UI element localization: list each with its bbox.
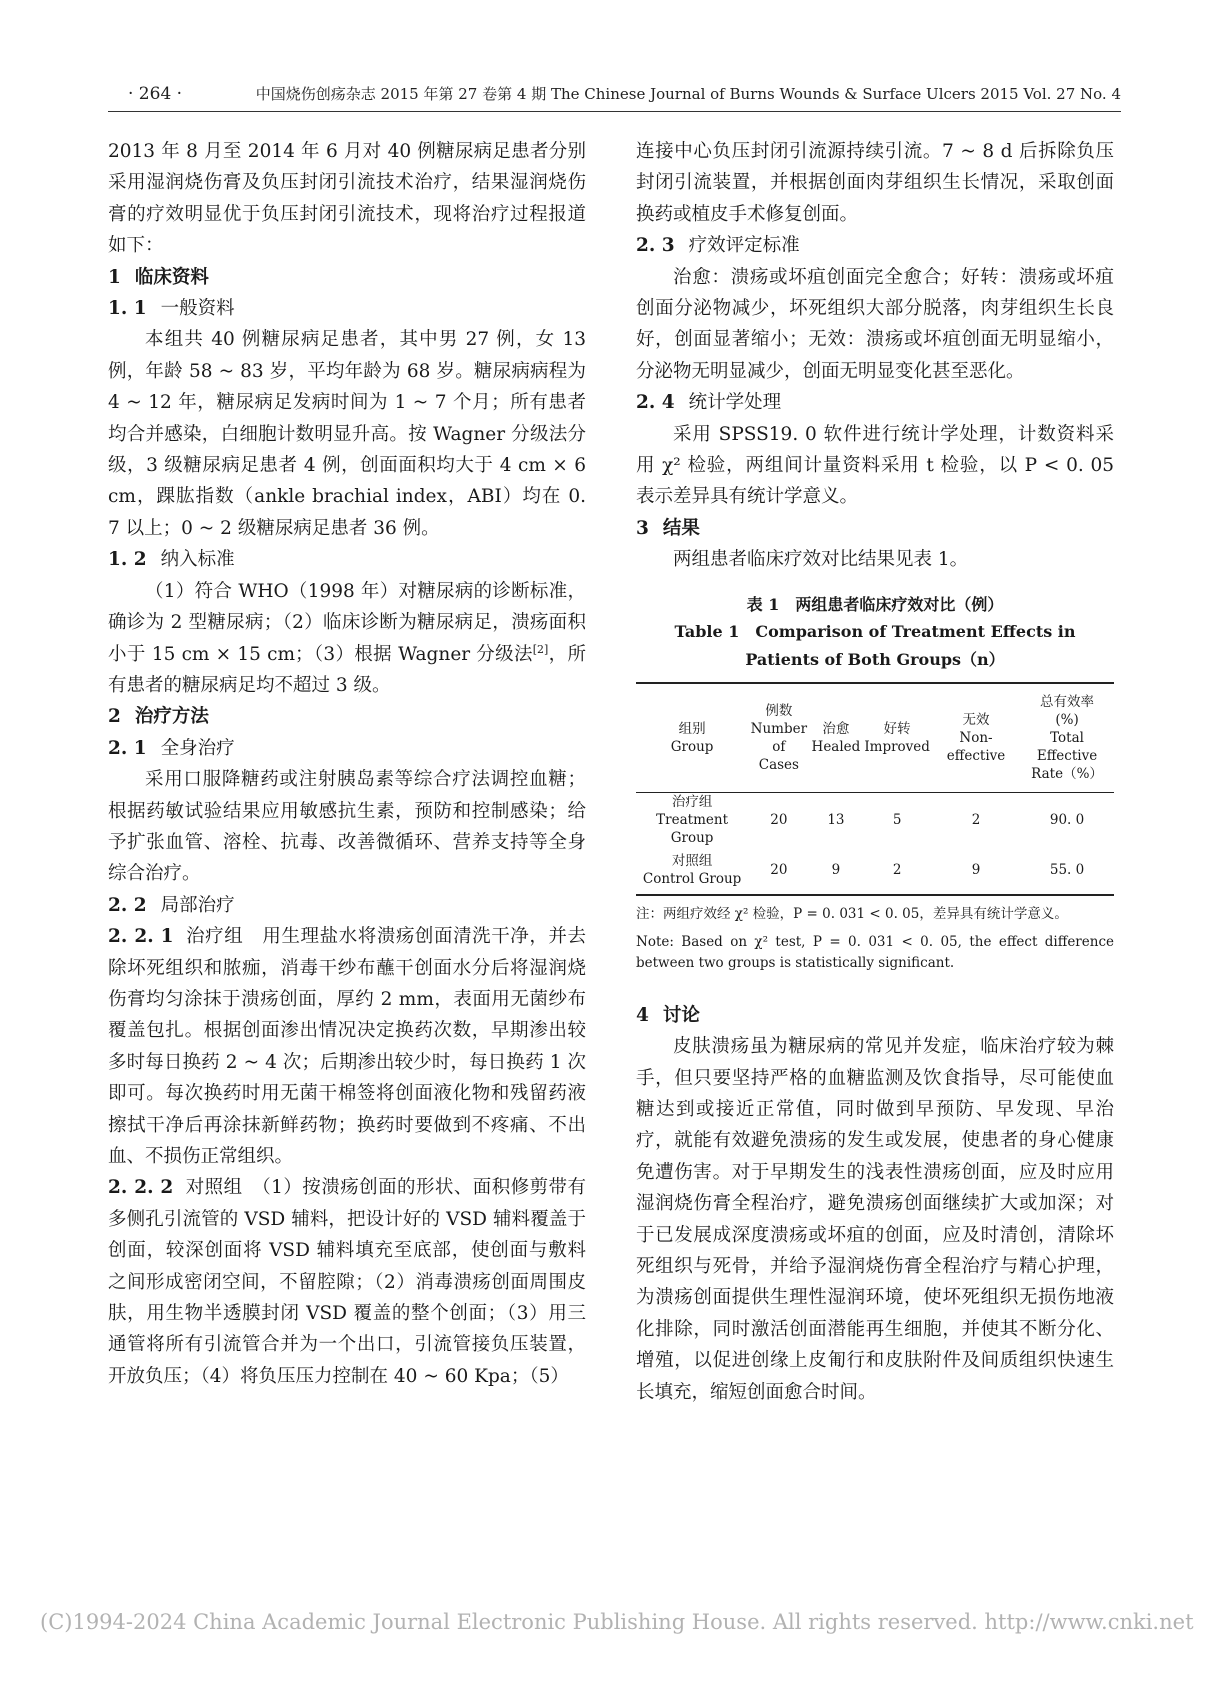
control-group-text: 对照组 （1）按溃疡创面的形状、面积修剪带有多侧孔引流管的 VSD 辅料，把设计好的 VSD 辅料覆盖于创面，较深创面将 VSD 辅料填充至底部，使创面与敷料之间形成密闭空间，不留腔隙；（2）消毒溃疡创面周围皮肤，用生物半透膜封闭 VSD 覆盖的整个创面；（3）用三通管将所有引流管合并为一个出口，引流管接负压装置，开放负压；（4）将负压压力控制在 40 ~ 60 Kpa；（5） xyxy=(108,1177,586,1387)
section-2-3-heading xyxy=(636,230,1114,261)
section-number: 2. 2. 2 xyxy=(108,1177,174,1199)
statistics-paragraph: 采用 SPSS19. 0 软件进行统计学处理，计数资料采用 χ² 检验，两组间计量资料采用 t 检验，以 P < 0. 05 表示差异具有统计学意义。 xyxy=(636,423,1114,508)
section-1-2-heading xyxy=(108,544,586,575)
general-data-paragraph: 本组共 40 例糖尿病足患者，其中男 27 例，女 13 例，年龄 58 ~ 83 岁，平均年龄为 68 岁。糖尿病病程为 4 ~ 12 年，糖尿病足发病时间为 1 ~ 7 个月；所有患者均合并感染，白细胞计数明显升高。按 Wagner 分级法分级，3 级糖尿病足患者 4 例，创面面积均大于 4 cm × 6 cm，踝肱指数（ankle brachial index，ABI）均在 0. 7 以上；0 ~ 2 级糖尿病足患者 36 例。 xyxy=(108,329,586,539)
discussion-paragraph: 皮肤溃疡虽为糖尿病的常见并发症，临床治疗较为棘手，但只要坚持严格的血糖监测及饮食指导，尽可能使血糖达到或接近正常值，同时做到早预防、早发现、早治疗，就能有效避免溃疡的发生或发展，使患者的身心健康免遭伤害。对于早期发生的浅表性溃疡创面，应及时应用湿润烧伤膏全程治疗，避免溃疡创面继续扩大或加深；对于已发展成深度溃疡或坏疽的创面，应及时清创，清除坏死组织与死骨，并给予湿润烧伤膏全程治疗与精心护理，为溃疡创面提供生理性湿润环境，使坏死组织无损伤地液化排除，同时激活创面潜能再生细胞，并使其不断分化、增殖，以促进创缘上皮匍行和皮肤附件及间质组织快速生长填充，缩短创面愈合时间。 xyxy=(636,1036,1114,1403)
table-note-en: Note: Based on χ² test, P = 0. 031 < 0. 05, the effect difference between two groups is statistically significant. xyxy=(636,933,1114,971)
rate-cell: 90. 0 xyxy=(1049,811,1085,828)
journal-citation: 中国烧伤创疡杂志 2015 年第 27 卷第 4 期 The Chinese Journal of Burns Wounds & Surface Ulcers 2015 Vol. 27 No. 4 xyxy=(255,85,1121,103)
results-table xyxy=(636,682,1114,896)
healed-cell: 13 xyxy=(827,811,845,828)
section-number: 2. 3 xyxy=(636,235,675,257)
section-number: 1. 2 xyxy=(108,549,147,571)
header-cases: 例数 Number of Cases xyxy=(750,702,808,773)
cases-cell: 20 xyxy=(770,862,788,879)
improved-cell: 2 xyxy=(892,862,902,879)
section-1-1-heading xyxy=(108,293,586,324)
table-row xyxy=(636,847,1114,895)
section-4-heading xyxy=(636,1000,1114,1031)
section-number: 2 xyxy=(108,706,121,728)
section-number: 2. 4 xyxy=(636,392,675,414)
header-rule xyxy=(108,111,1121,112)
group-cell: 对照组 Control Group xyxy=(642,853,742,888)
section-number: 3 xyxy=(636,517,649,539)
systemic-treatment-paragraph: 采用口服降糖药或注射胰岛素等综合疗法调控血糖；根据药敏试验结果应用敏感抗生素，预防和控制感染；给予扩张血管、溶栓、抗毒、改善微循环、营养支持等全身综合治疗。 xyxy=(108,769,586,885)
page-number: · 264 · xyxy=(128,84,183,104)
section-2-2-heading xyxy=(108,890,586,921)
criteria-text: （1）符合 WHO（1998 年）对糖尿病的诊断标准，确诊为 2 型糖尿病；（2）临床诊断为糖尿病足，溃疡面积小于 15 cm × 15 cm；（3）根据 Wagner 分级法 xyxy=(108,580,586,665)
section-title: 统计学处理 xyxy=(688,392,782,414)
section-number: 2. 2. 1 xyxy=(108,926,174,948)
section-2-heading xyxy=(108,701,586,732)
section-title: 局部治疗 xyxy=(160,894,235,916)
section-title: 临床资料 xyxy=(134,266,209,288)
treatment-group-text: 治疗组 用生理盐水将溃疡创面清洗干净，并去除坏死组织和脓痂，消毒干纱布蘸干创面水分后将湿润烧伤膏均匀涂抹于溃疡创面，厚约 2 mm，表面用无菌纱布覆盖包扎。根据创面渗出情况决定换药次数，早期渗出较多时每日换药 2 ~ 4 次；后期渗出较少时，每日换药 1 次即可。每次换药时用无菌干棉签将创面液化物和残留药液擦拭干净后再涂抹新鲜药物；换药时要做到不疼痛、不出血、不损伤正常组织。 xyxy=(108,926,586,1167)
section-title: 疗效评定标准 xyxy=(688,235,800,257)
section-number: 4 xyxy=(636,1004,649,1026)
section-number: 2. 1 xyxy=(108,737,147,759)
noneffective-cell: 9 xyxy=(971,862,981,879)
section-title: 全身治疗 xyxy=(160,737,235,759)
header-total-rate: 总有效率 (%) Total Effective Rate（%） xyxy=(1031,693,1103,782)
right-column xyxy=(636,136,1114,1408)
section-1-heading xyxy=(108,262,586,293)
table-row xyxy=(636,792,1114,847)
group-cell: 治疗组 Treatment Group xyxy=(656,793,729,846)
section-number: 2. 2 xyxy=(108,894,147,916)
evaluation-criteria-paragraph: 治愈：溃疡或坏疽创面完全愈合；好转：溃疡或坏疽创面分泌物减少，坏死组织大部分脱落，肉芽组织生长良好，创面显著缩小；无效：溃疡或坏疽创面无明显缩小，分泌物无明显减少，创面无明显变化甚至恶化。 xyxy=(636,266,1114,382)
intro-paragraph: 2013 年 8 月至 2014 年 6 月对 40 例糖尿病足患者分别采用湿润烧伤膏及负压封闭引流技术治疗，结果湿润烧伤膏的疗效明显优于负压封闭引流技术，现将治疗过程报道如下： xyxy=(108,141,586,257)
section-title: 结果 xyxy=(662,517,700,539)
reference-citation: [2] xyxy=(532,642,549,656)
section-title: 纳入标准 xyxy=(160,549,235,571)
noneffective-cell: 2 xyxy=(971,811,981,828)
header-noneffective: 无效 Non-effective xyxy=(946,711,1006,764)
section-number: 1. 1 xyxy=(108,298,147,320)
table-header-row xyxy=(636,683,1114,793)
table-note-cn: 注：两组疗效经 χ² 检验，P = 0. 031 < 0. 05，差异具有统计学意义。 xyxy=(636,905,1068,922)
table-caption-cn: 表 1 两组患者临床疗效对比（例） xyxy=(746,594,1004,614)
section-2-1-heading xyxy=(108,733,586,764)
header-improved: 好转 Improved xyxy=(864,720,930,755)
continued-paragraph: 连接中心负压封闭引流源持续引流。7 ~ 8 d 后拆除负压封闭引流装置，并根据创面肉芽组织生长情况，采取创面换药或植皮手术修复创面。 xyxy=(636,141,1114,225)
section-title: 治疗方法 xyxy=(134,706,209,728)
results-paragraph: 两组患者临床疗效对比结果见表 1。 xyxy=(673,549,969,571)
section-2-4-heading xyxy=(636,387,1114,418)
criteria-text-end: ，所有患者的糖尿病足均不超过 3 级。 xyxy=(108,643,586,696)
table-caption-en: Table 1 Comparison of Treatment Effects in Patients of Both Groups（n） xyxy=(674,621,1076,669)
section-title: 讨论 xyxy=(662,1004,700,1026)
inclusion-criteria-paragraph xyxy=(108,576,586,702)
section-3-heading xyxy=(636,513,1114,544)
left-column xyxy=(108,136,586,1392)
header-healed: 治愈 Healed xyxy=(811,720,861,755)
cases-cell: 20 xyxy=(770,811,788,828)
copyright-footer: (C)1994-2024 China Academic Journal Electronic Publishing House. All rights reserved. http://www.cnki.net xyxy=(40,1610,1194,1634)
healed-cell: 9 xyxy=(831,862,841,879)
section-title: 一般资料 xyxy=(160,298,235,320)
header-group: 组别 Group xyxy=(670,720,714,755)
rate-cell: 55. 0 xyxy=(1049,862,1085,879)
treatment-group-paragraph xyxy=(108,921,586,1172)
control-group-paragraph xyxy=(108,1172,586,1392)
section-number: 1 xyxy=(108,266,121,288)
improved-cell: 5 xyxy=(892,811,902,828)
